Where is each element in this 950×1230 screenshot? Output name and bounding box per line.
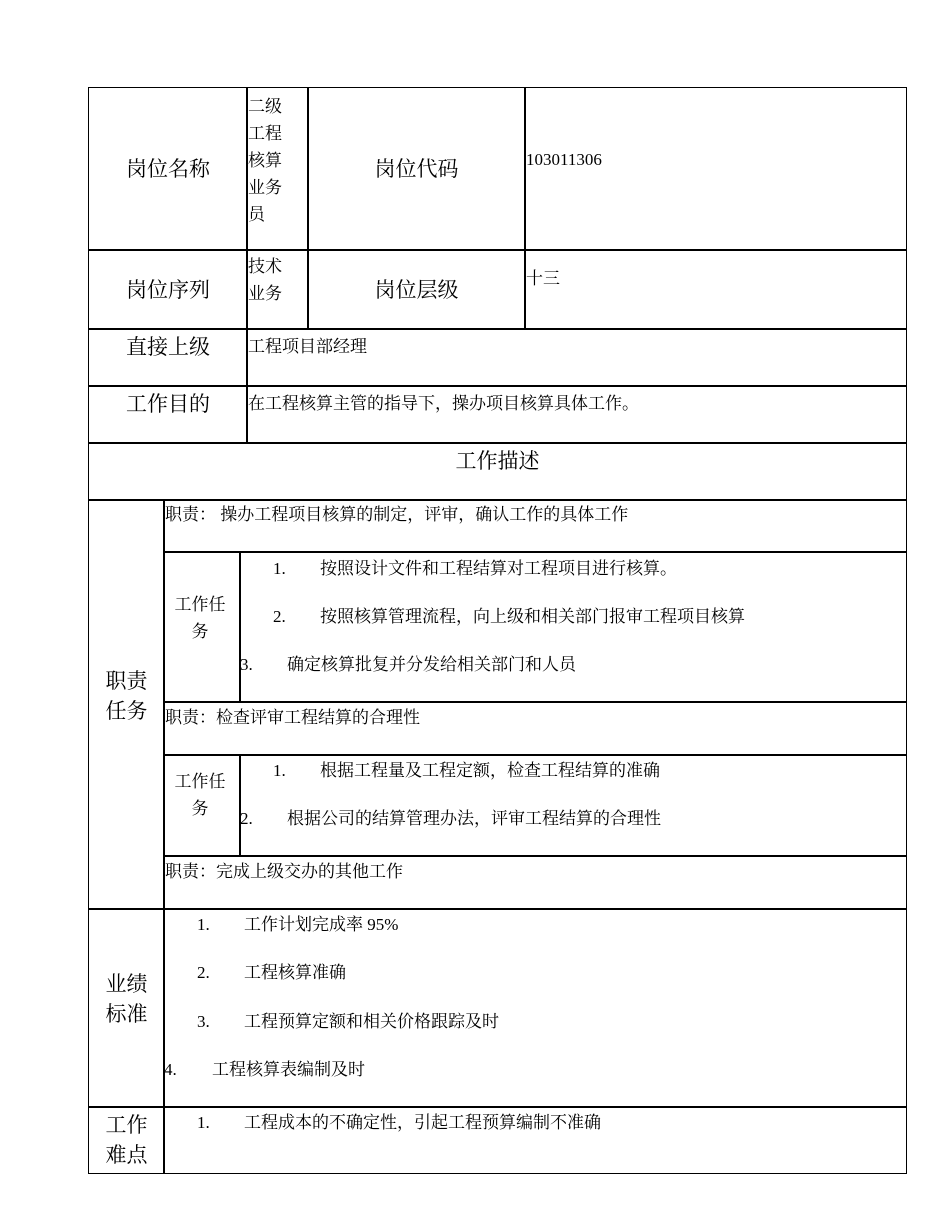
post-series-line: 业务 — [248, 284, 282, 303]
duty-title: 职责： 操办工程项目核算的制定，评审，确认工作的具体工作 — [165, 505, 629, 524]
post-series-value — [248, 253, 306, 307]
difficulty-number: 1. — [197, 1113, 210, 1132]
purpose-value-cell — [246, 385, 907, 444]
duty-title: 职责：完成上级交办的其他工作 — [165, 862, 403, 881]
duties-label-cell — [88, 499, 165, 910]
performance-text: 工程预算定额和相关价格跟踪及时 — [244, 1012, 499, 1031]
superior-label: 直接上级 — [126, 335, 210, 359]
duties-label-line: 职责 — [105, 668, 148, 693]
superior-label-cell — [88, 328, 248, 387]
duties-label-line: 任务 — [105, 698, 148, 723]
post-name-label: 岗位名称 — [126, 157, 210, 181]
difficulty-label-cell — [88, 1106, 165, 1174]
duty-title-cell — [163, 701, 907, 756]
performance-number: 3. — [197, 1012, 210, 1031]
duty-title: 职责：检查评审工程结算的合理性 — [165, 708, 420, 727]
task-label-cell — [163, 754, 241, 857]
duty-title-cell — [163, 499, 907, 553]
task-text: 按照设计文件和工程结算对工程项目进行核算。 — [320, 559, 677, 578]
post-series-value-cell — [246, 249, 309, 330]
task-number: 1. — [273, 559, 286, 578]
post-series-label: 岗位序列 — [126, 277, 210, 302]
post-level-value: 十三 — [526, 269, 560, 288]
difficulty-label-line: 难点 — [105, 1143, 148, 1167]
post-code-label: 岗位代码 — [374, 157, 459, 181]
task-label-cell — [163, 551, 241, 703]
performance-number: 1. — [197, 915, 210, 934]
duties-label — [106, 666, 148, 726]
difficulty-label-line: 工作 — [105, 1113, 148, 1137]
task-label-line: 工作任 — [174, 772, 226, 791]
task-list-cell — [239, 754, 907, 857]
post-name-line: 核算 — [248, 151, 282, 170]
task-number: 2. — [273, 607, 286, 626]
post-code-value: 103011306 — [526, 150, 602, 169]
description-title-cell — [88, 442, 907, 501]
post-name-value-cell — [246, 87, 309, 251]
task-label — [164, 768, 236, 822]
task-label — [164, 591, 236, 645]
post-series-label-cell — [88, 249, 248, 330]
task-list-cell — [239, 551, 907, 703]
task-label-line: 工作任 — [174, 595, 226, 614]
post-code-label-cell — [307, 87, 526, 251]
performance-label — [106, 969, 148, 1029]
post-level-label: 岗位层级 — [374, 277, 459, 302]
performance-number: 2. — [197, 963, 210, 982]
post-name-line: 工程 — [248, 124, 282, 143]
purpose-label-cell — [88, 385, 248, 444]
task-number: 3. — [240, 655, 253, 674]
post-name-value — [248, 93, 306, 228]
task-label-line: 务 — [191, 799, 209, 818]
post-name-label-cell — [88, 87, 248, 251]
purpose-label: 工作目的 — [126, 392, 210, 416]
difficulty-list-cell — [163, 1106, 907, 1174]
superior-value: 工程项目部经理 — [248, 337, 367, 356]
post-code-value-cell — [524, 87, 907, 251]
post-name-line: 二级 — [248, 97, 282, 116]
difficulty-text: 工程成本的不确定性，引起工程预算编制不准确 — [244, 1113, 601, 1132]
post-level-value-cell — [524, 249, 907, 330]
task-text: 根据工程量及工程定额，检查工程结算的准确 — [320, 761, 660, 780]
task-text: 按照核算管理流程，向上级和相关部门报审工程项目核算 — [320, 607, 745, 626]
post-name-line: 业务 — [248, 178, 282, 197]
description-title: 工作描述 — [455, 449, 540, 473]
post-series-line: 技术 — [248, 257, 282, 276]
performance-list-cell — [163, 908, 907, 1108]
performance-number: 4. — [164, 1060, 177, 1079]
post-level-label-cell — [307, 249, 526, 330]
performance-text: 工程核算表编制及时 — [212, 1060, 365, 1079]
purpose-value: 在工程核算主管的指导下，操办项目核算具体工作。 — [248, 394, 639, 413]
task-number: 2. — [240, 809, 253, 828]
superior-value-cell — [246, 328, 907, 387]
performance-label-line: 业绩 — [105, 972, 148, 996]
difficulty-label — [106, 1110, 148, 1170]
performance-text: 工作计划完成率 95% — [244, 915, 399, 934]
performance-text: 工程核算准确 — [244, 963, 346, 982]
task-number: 1. — [273, 761, 286, 780]
post-name-line: 员 — [248, 205, 265, 224]
task-text: 根据公司的结算管理办法，评审工程结算的合理性 — [287, 809, 661, 828]
task-text: 确定核算批复并分发给相关部门和人员 — [287, 655, 576, 674]
duty-title-cell — [163, 855, 907, 910]
performance-label-line: 标准 — [105, 1002, 148, 1026]
task-label-line: 务 — [191, 622, 209, 641]
performance-label-cell — [88, 908, 165, 1108]
